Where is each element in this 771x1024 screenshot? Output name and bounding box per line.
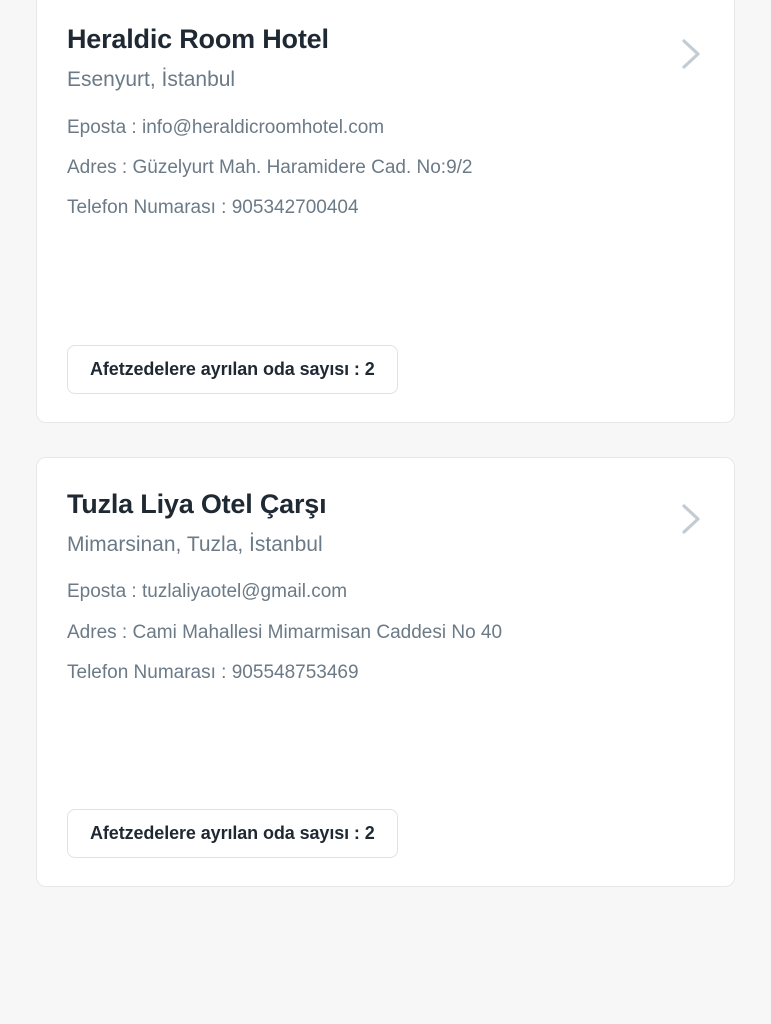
- hotel-name: Tuzla Liya Otel Çarşı: [67, 488, 327, 519]
- chevron-right-icon[interactable]: [678, 502, 704, 536]
- hotel-email: Eposta : info@heraldicroomhotel.com: [67, 116, 385, 138]
- room-count-badge: Afetzedelere ayrılan oda sayısı : 2: [67, 345, 398, 394]
- chevron-right-icon[interactable]: [678, 37, 704, 71]
- hotel-location: Mimarsinan, Tuzla, İstanbul: [67, 532, 323, 556]
- hotel-address: Adres : Cami Mahallesi Mimarmisan Caddesi No 40: [67, 621, 503, 643]
- hotel-card[interactable]: [36, 0, 735, 423]
- hotel-card-content: [67, 23, 704, 394]
- hotel-phone: Telefon Numarası : 905548753469: [67, 661, 359, 683]
- hotel-card-content: [67, 488, 704, 859]
- hotel-name: Heraldic Room Hotel: [67, 24, 329, 54]
- hotel-address: Adres : Güzelyurt Mah. Haramidere Cad. No:9/2: [67, 156, 473, 178]
- hotel-location: Esenyurt, İstanbul: [67, 68, 236, 92]
- card-spacer: [67, 701, 644, 809]
- room-count-badge: Afetzedelere ayrılan oda sayısı : 2: [67, 809, 398, 858]
- card-spacer: [67, 237, 644, 345]
- hotel-card[interactable]: [36, 457, 735, 888]
- hotel-email: Eposta : tuzlaliyaotel@gmail.com: [67, 581, 348, 603]
- hotel-phone: Telefon Numarası : 905342700404: [67, 197, 359, 219]
